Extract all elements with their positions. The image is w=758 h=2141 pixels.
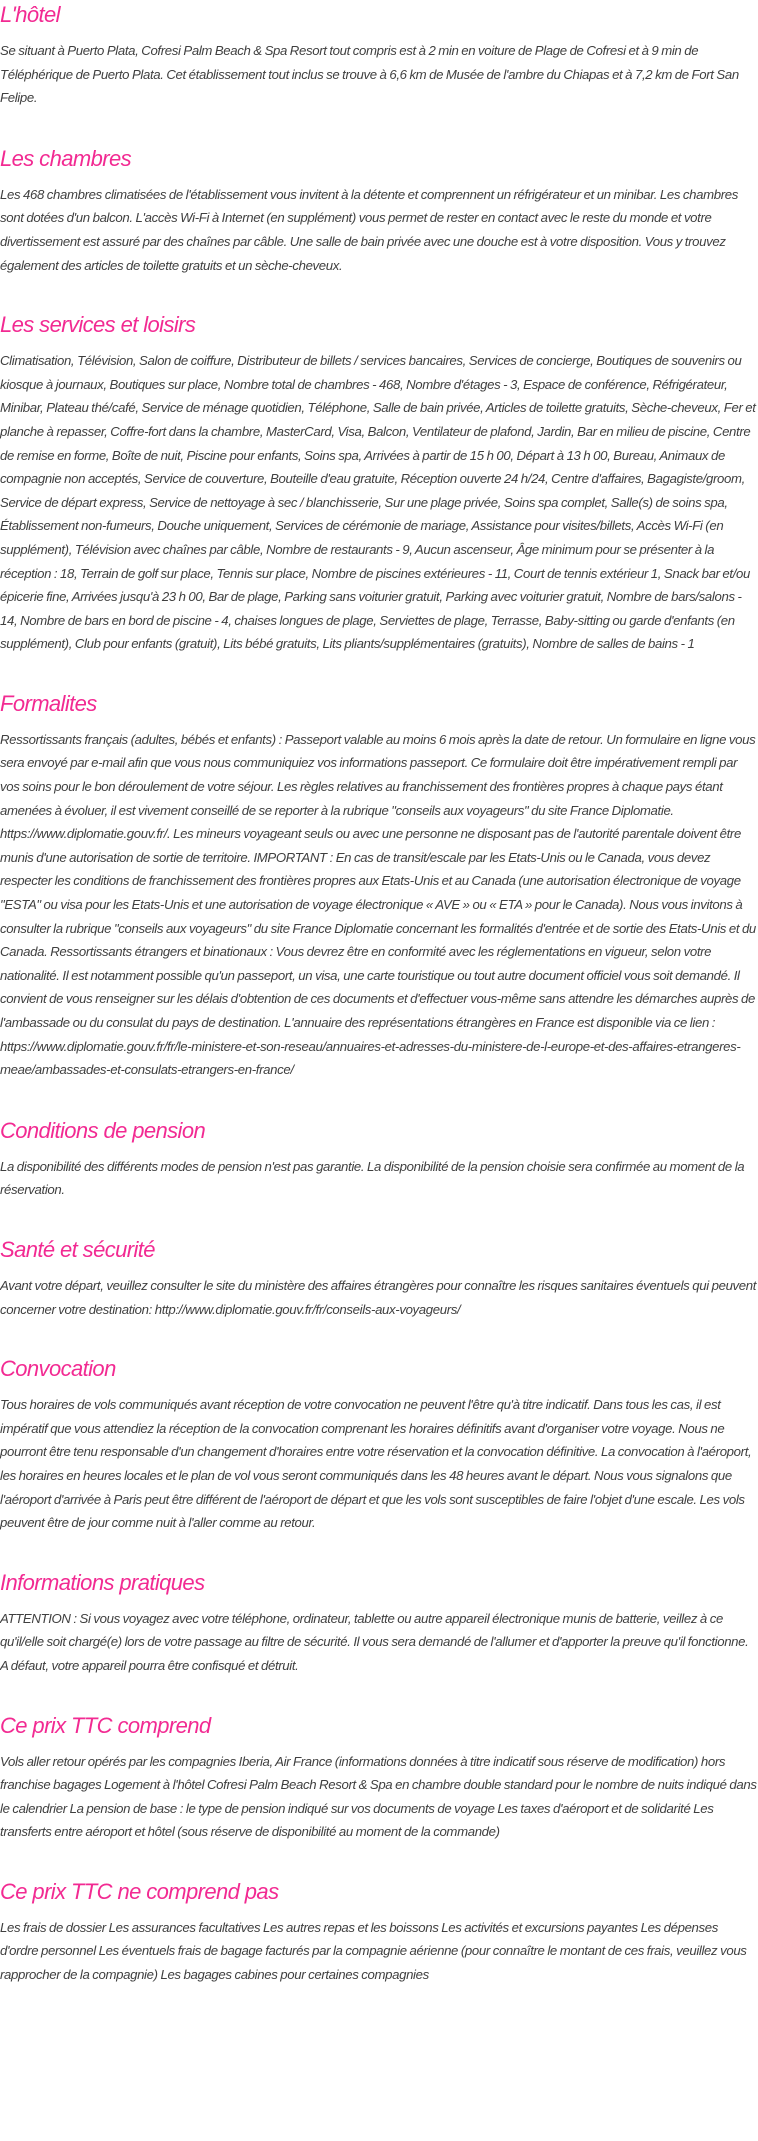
section-body-convocation: Tous horaires de vols communiqués avant réception de votre convocation ne peuvent l'être qu'à titre indicatif. Dans tous les cas, il est impératif que vous attendiez la réception de la convocation comprenant les horaires définitifs avant d'organiser votre voyage. Nous ne pourront être tenu responsable d'un changement d'horaires entre votre réservation et la convocation définitive. La convocation à l'aéroport, les horaires en heures locales et le plan de vol vous seront communiqués dans les 48 heures avant le départ. Nous vous signalons que l'aéroport d'arrivée à Paris peut être différent de l'aéroport de départ et que les vols sont susceptibles de faire l'objet d'une escale. Les vols peuvent être de jour comme nuit à l'aller comme au retour. bbox=[0, 1397, 752, 1531]
section-title-convocation: Convocation bbox=[0, 1356, 116, 1382]
section-practical-info bbox=[0, 1568, 758, 1678]
section-services-leisure bbox=[0, 310, 758, 656]
section-board-conditions bbox=[0, 1116, 758, 1202]
section-title-price-includes: Ce prix TTC comprend bbox=[0, 1712, 211, 1738]
section-body-rooms: Les 468 chambres climatisées de l'établissement vous invitent à la détente et comprennent un réfrigérateur et un minibar. Les chambres sont dotées d'un balcon. L'accès Wi-Fi à Internet (en supplément) vous permet de rester en contact avec le reste du monde et votre divertissement est assuré par des chaînes par câble. Une salle de bain privée avec une douche est à votre disposition. Vous y trouvez également des articles de toilette gratuits et un sèche-cheveux. bbox=[0, 186, 739, 273]
section-body-health-safety: Avant votre départ, veuillez consulter le site du ministère des affaires étrangères pour connaître les risques sanitaires éventuels qui peuvent concerner votre destination: http://www.diplomatie.gouv.fr/fr/conseils-aux-voyageurs/ bbox=[0, 1277, 757, 1317]
section-title-board-conditions: Conditions de pension bbox=[0, 1117, 206, 1143]
section-body-practical-info: ATTENTION : Si vous voyagez avec votre téléphone, ordinateur, tablette ou autre appareil électronique munis de batterie, veillez à ce qu'il/elle soit chargé(e) lors de votre passage au filtre de sécurité. Il vous sera demandé de l'allumer et d'apporter la preuve qu'il fonctionne. A défaut, votre appareil pourra être confisqué et détruit. bbox=[0, 1610, 749, 1673]
section-price-includes bbox=[0, 1711, 758, 1844]
section-rooms bbox=[0, 144, 758, 277]
section-title-rooms: Les chambres bbox=[0, 145, 131, 171]
section-title-health-safety: Santé et sécurité bbox=[0, 1236, 155, 1262]
section-body-formalities: Ressortissants français (adultes, bébés et enfants) : Passeport valable au moins 6 mois après la date de retour. Un formulaire en ligne vous sera envoyé par e-mail afin que vous nous communiquiez vos informations passeport. Ce formulaire doit être impérativement rempli par vos soins pour le bon déroulement de votre séjour. Les règles relatives au franchissement des frontières propres à chaque pays étant amenées à évoluer, il est vivement conseillé de se reporter à la rubrique "conseils aux voyageurs" du site France Diplomatie. https://www.diplomatie.gouv.fr/. Les mineurs voyageant seuls ou avec une personne ne disposant pas de l'autorité parentale doivent être munis d'une autorisation de sortie de territoire. IMPORTANT : En cas de transit/escale par les Etats-Unis ou le Canada, vous devez respecter les conditions de franchissement des frontières propres aux Etats-Unis et au Canada (une autorisation électronique de voyage "ESTA" ou visa pour les Etats-Unis et une autorisation de voyage électronique « AVE » ou « ETA » pour le Canada). Nous vous invitons à consulter la rubrique "conseils aux voyageurs" du site France Diplomatie concernant les formalités d'entrée et de sortie des Etats-Unis et du Canada. Ressortissants étrangers et binationaux : Vous devrez être en conformité avec les réglementations en vigueur, selon votre nationalité. Il est notamment possible qu'un passeport, un visa, une carte touristique ou tout autre document officiel vous soit demandé. Il convient de vous renseigner sur les délais d'obtention de ces documents et d'effectuer vous-même sans attendre les démarches auprès de l'ambassade ou du consulat du pays de destination. L'annuaire des représentations étrangères en France est disponible via ce lien : https://www.diplomatie.gouv.fr/fr/le-ministere-et-son-reseau/annuaires-et-adresses-du-ministere-de-l-europe-et-des-affaires-etrangeres-meae/ambassades-et-consulats-etrangers-en-france/ bbox=[0, 731, 756, 1078]
section-health-safety bbox=[0, 1235, 758, 1321]
section-body-board-conditions: La disponibilité des différents modes de pension n'est pas garantie. La disponibilité de la pension choisie sera confirmée au moment de la réservation. bbox=[0, 1158, 745, 1198]
section-body-price-excludes: Les frais de dossier Les assurances facultatives Les autres repas et les boissons Les activités et excursions payantes Les dépenses d'ordre personnel Les éventuels frais de bagage facturés par la compagnie aérienne (pour connaître le montant de ces frais, veuillez vous rapprocher de la compagnie) Les bagages cabines pour certaines compagnies bbox=[0, 1919, 747, 1983]
section-convocation bbox=[0, 1354, 758, 1535]
section-body-hotel: Se situant à Puerto Plata, Cofresi Palm Beach & Spa Resort tout compris est à 2 min en voiture de Plage de Cofresi et à 9 min de Téléphérique de Puerto Plata. Cet établissement tout inclus se trouve à 6,6 km de Musée de l'ambre du Chiapas et à 7,2 km de Fort San Felipe. bbox=[0, 43, 739, 106]
section-hotel bbox=[0, 0, 758, 110]
section-title-formalities: Formalites bbox=[0, 690, 97, 716]
section-title-practical-info: Informations pratiques bbox=[0, 1569, 205, 1595]
section-body-services-leisure: Climatisation, Télévision, Salon de coiffure, Distributeur de billets / services bancaires, Services de concierge, Boutiques de souvenirs ou kiosque à journaux, Boutiques sur place, Nombre total de chambres - 468, Nombre d'étages - 3, Espace de conférence, Réfrigérateur, Minibar, Plateau thé/café, Service de ménage quotidien, Téléphone, Salle de bain privée, Articles de toilette gratuits, Sèche-cheveux, Fer et planche à repasser, Coffre-fort dans la chambre, MasterCard, Visa, Balcon, Ventilateur de plafond, Jardin, Bar en milieu de piscine, Centre de remise en forme, Boîte de nuit, Piscine pour enfants, Soins spa, Arrivées à partir de 15 h 00, Départ à 13 h 00, Bureau, Animaux de compagnie non acceptés, Service de couverture, Bouteille d'eau gratuite, Réception ouverte 24 h/24, Centre d'affaires, Bagagiste/groom, Service de départ express, Service de nettoyage à sec / blanchisserie, Sur une plage privée, Soins spa complet, Salle(s) de soins spa, Établissement non-fumeurs, Douche uniquement, Services de cérémonie de mariage, Assistance pour visites/billets, Accès Wi-Fi (en supplément), Télévision avec chaînes par câble, Nombre de restaurants - 9, Aucun ascenseur, Âge minimum pour se présenter à la réception : 18, Terrain de golf sur place, Tennis sur place, Nombre de piscines extérieures - 11, Court de tennis extérieur 1, Snack bar et/ou épicerie fine, Arrivées jusqu'à 23 h 00, Bar de plage, Parking sans voiturier gratuit, Parking avec voiturier gratuit, Nombre de bars/salons - 14, Nombre de bars en bord de piscine - 4, chaises longues de plage, Serviettes de plage, Terrasse, Baby-sitting ou garde d'enfants (en supplément), Club pour enfants (gratuit), Lits bébé gratuits, Lits pliants/supplémentaires (gratuits), Nombre de salles de bains - 1 bbox=[0, 353, 756, 652]
section-price-excludes bbox=[0, 1877, 758, 1987]
section-title-price-excludes: Ce prix TTC ne comprend pas bbox=[0, 1878, 279, 1904]
section-title-services-leisure: Les services et loisirs bbox=[0, 312, 196, 338]
section-formalities bbox=[0, 689, 758, 1082]
section-body-price-includes: Vols aller retour opérés par les compagnies Iberia, Air France (informations données à titre indicatif sous réserve de modification) hors franchise bagages Logement à l'hôtel Cofresi Palm Beach Resort & Spa en chambre double standard pour le nombre de nuits indiqué dans le calendrier La pension de base : le type de pension indiqué sur vos documents de voyage Les taxes d'aéroport et de solidarité Les transferts entre aéroport et hôtel (sous réserve de disponibilité au moment de la commande) bbox=[0, 1753, 757, 1840]
section-title-hotel: L'hôtel bbox=[0, 2, 60, 27]
